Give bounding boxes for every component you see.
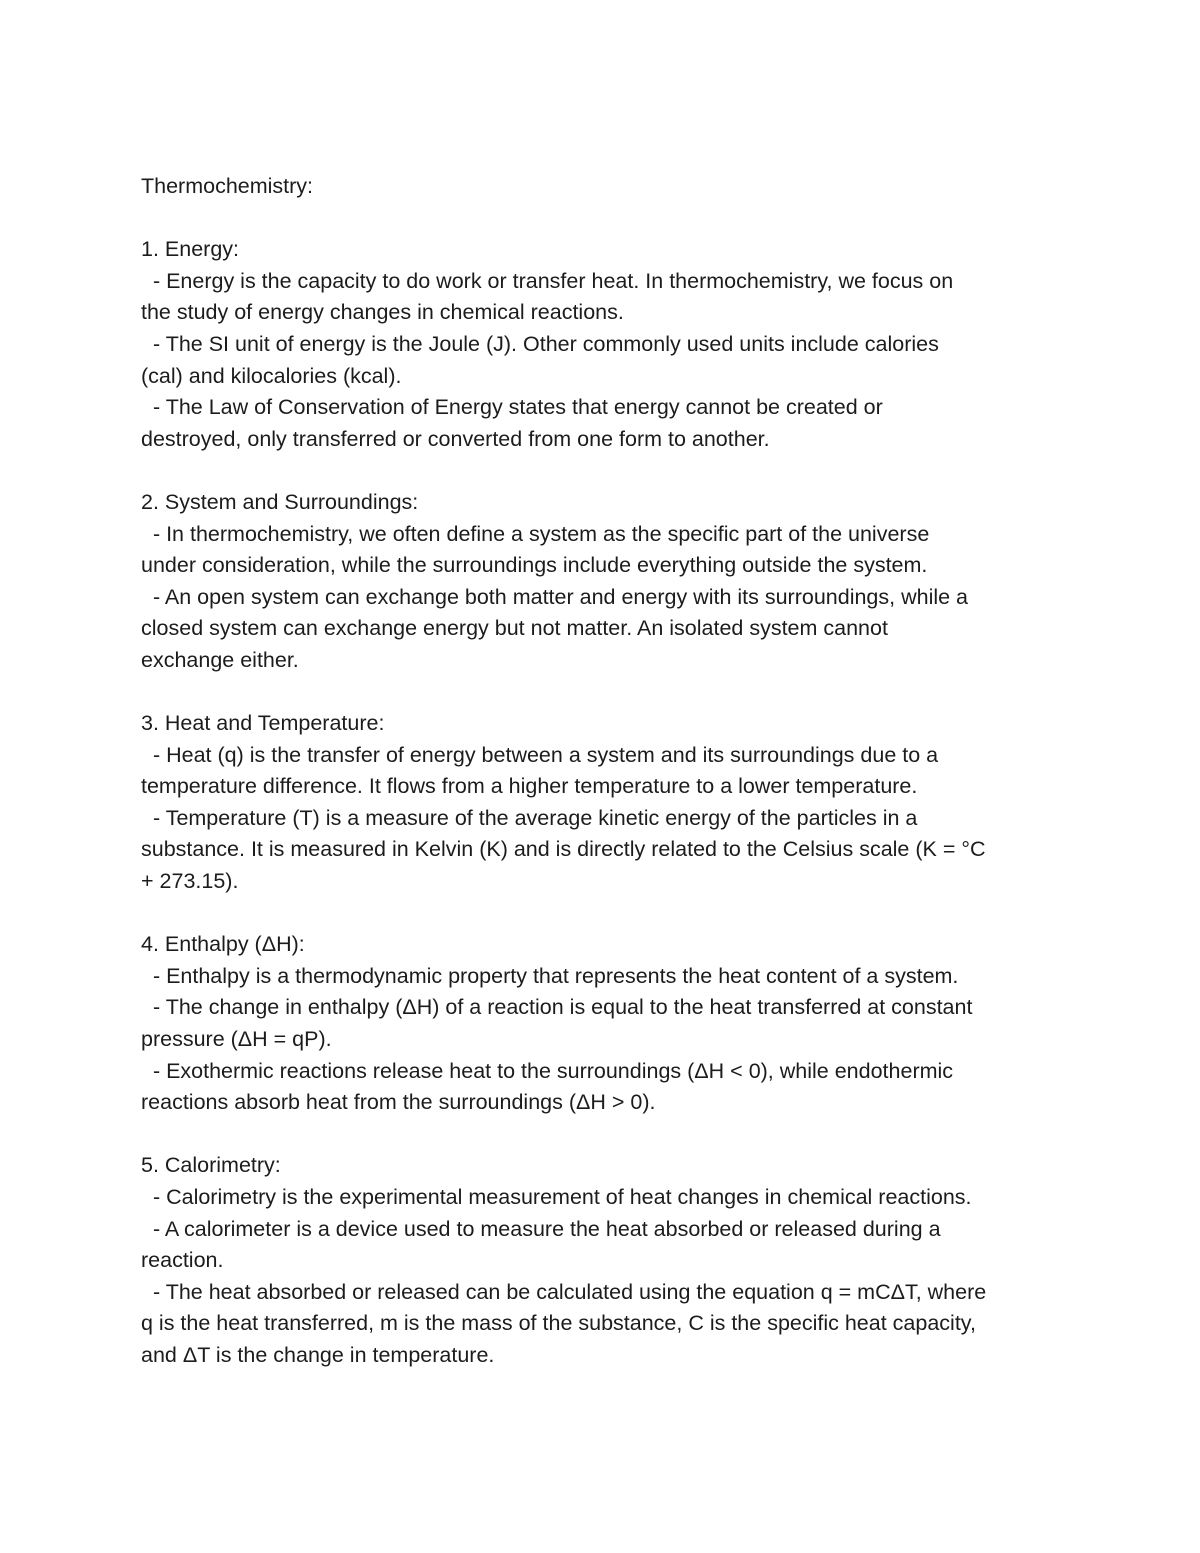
section-line: - The change in enthalpy (ΔH) of a reaction is equal to the heat transferred at constant — [141, 995, 973, 1020]
section-line: the study of energy changes in chemical reactions. — [141, 300, 624, 325]
section-heading: 1. Energy: — [141, 237, 239, 262]
spacer — [141, 677, 1071, 709]
section-line: substance. It is measured in Kelvin (K) and is directly related to the Celsius scale (K = °C — [141, 837, 986, 862]
section-line: under consideration, while the surroundings include everything outside the system. — [141, 553, 928, 578]
section-line: pressure (ΔH = qP). — [141, 1027, 332, 1052]
section-line: - Energy is the capacity to do work or transfer heat. In thermochemistry, we focus on — [141, 268, 954, 293]
section-line: - The heat absorbed or released can be calculated using the equation q = mCΔT, where — [141, 1279, 987, 1304]
spacer — [141, 203, 1071, 235]
section-line: - The SI unit of energy is the Joule (J). Other commonly used units include calories — [141, 331, 939, 356]
section-line: exchange either. — [141, 647, 299, 672]
section-line: and ΔT is the change in temperature. — [141, 1342, 495, 1367]
section-line: - Heat (q) is the transfer of energy between a system and its surroundings due to a — [141, 742, 939, 767]
section-line: + 273.15). — [141, 869, 239, 894]
section-line: reactions absorb heat from the surroundings (ΔH > 0). — [141, 1090, 656, 1115]
section-line: - Temperature (T) is a measure of the average kinetic energy of the particles in a — [141, 805, 918, 830]
section-line: closed system can exchange energy but not matter. An isolated system cannot — [141, 616, 888, 641]
section-system-and-surroundings — [141, 487, 1071, 677]
section-line: temperature difference. It flows from a higher temperature to a lower temperature. — [141, 774, 918, 799]
section-heading: 4. Enthalpy (ΔH): — [141, 932, 305, 957]
section-line: - A calorimeter is a device used to measure the heat absorbed or released during a — [141, 1216, 941, 1241]
section-line: destroyed, only transferred or converted from one form to another. — [141, 426, 770, 451]
document-title: Thermochemistry: — [141, 174, 314, 198]
section-line: - Calorimetry is the experimental measurement of heat changes in chemical reactions. — [141, 1185, 972, 1209]
section-line: - Exothermic reactions release heat to the surroundings (ΔH < 0), while endothermic — [141, 1058, 954, 1083]
section-line: q is the heat transferred, m is the mass of the substance, C is the specific heat capacity, — [141, 1311, 976, 1336]
spacer — [141, 1119, 1071, 1151]
section-line: - Enthalpy is a thermodynamic property that represents the heat content of a system. — [141, 963, 959, 988]
section-line: - The Law of Conservation of Energy states that energy cannot be created or — [141, 395, 883, 420]
section-line: - An open system can exchange both matter and energy with its surroundings, while a — [141, 584, 969, 609]
section-enthalpy — [141, 929, 1071, 1119]
section-heading: 2. System and Surroundings: — [141, 489, 419, 514]
section-heat-and-temperature — [141, 708, 1071, 898]
section-energy — [141, 234, 1071, 455]
section-heading: 3. Heat and Temperature: — [141, 711, 385, 736]
spacer — [141, 898, 1071, 930]
spacer — [141, 455, 1071, 487]
section-line: (cal) and kilocalories (kcal). — [141, 363, 402, 388]
document-page — [141, 171, 1071, 1372]
section-calorimetry — [141, 1150, 1071, 1371]
section-line: - In thermochemistry, we often define a system as the specific part of the universe — [141, 521, 930, 546]
section-heading: 5. Calorimetry: — [141, 1153, 281, 1178]
section-line: reaction. — [141, 1248, 224, 1273]
